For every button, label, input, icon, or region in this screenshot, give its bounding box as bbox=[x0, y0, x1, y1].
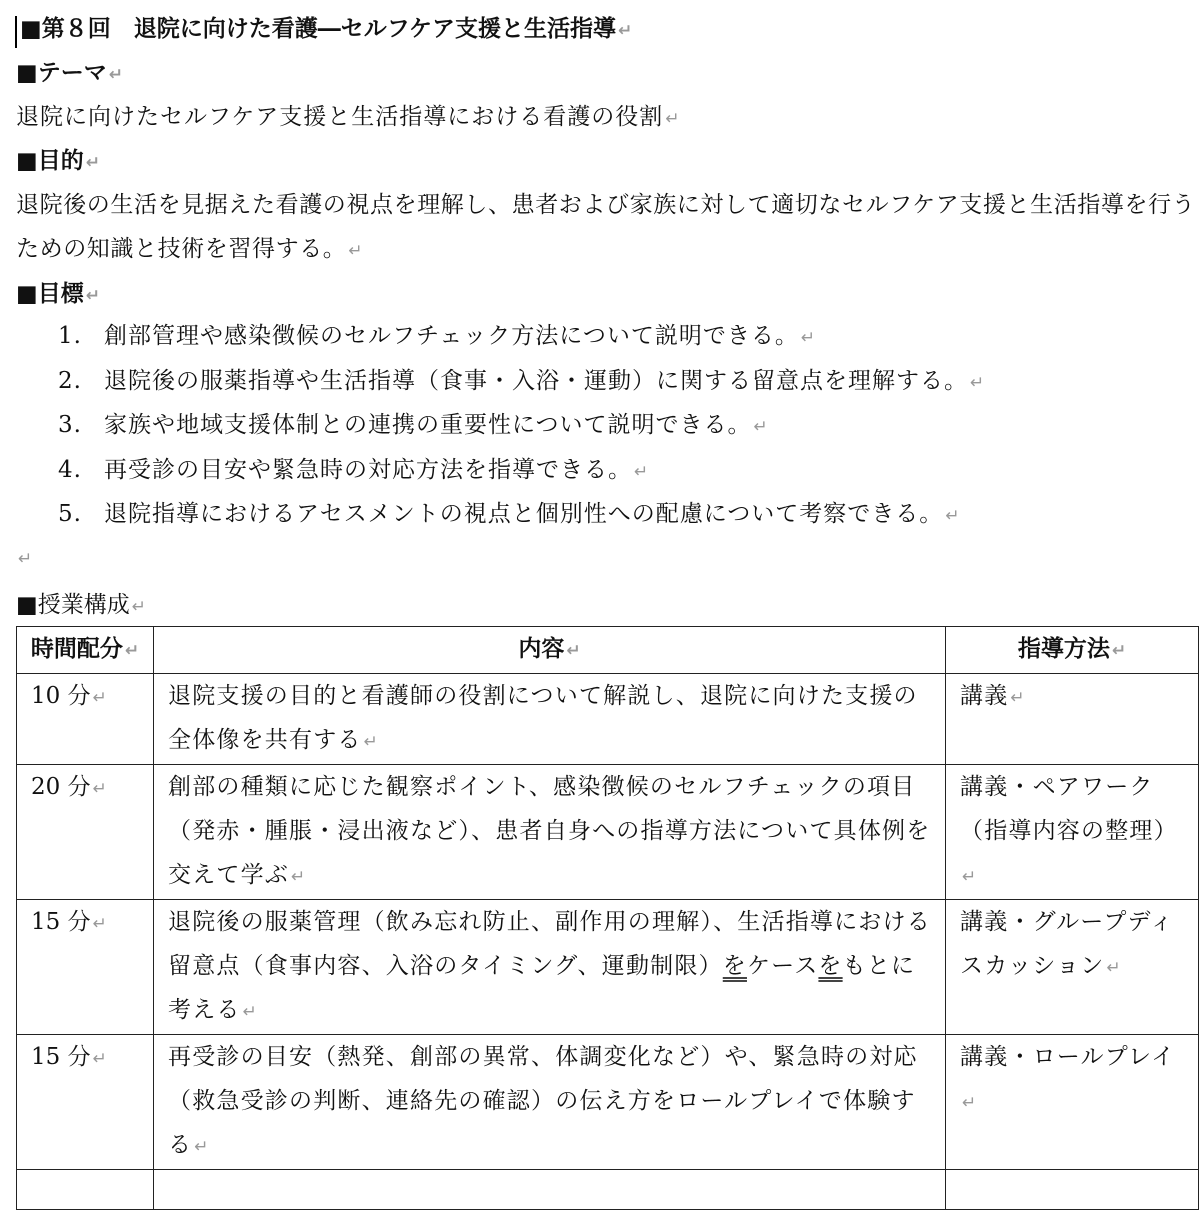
purpose-text-content: 退院後の生活を見据えた看護の視点を理解し、患者および家族に対して適切なセルフケア支援と生活指導を行うための知識と技術を習得する。 bbox=[16, 192, 1196, 262]
goals-heading-text: ■目標 bbox=[16, 280, 84, 307]
paragraph-mark-icon: ↵ bbox=[108, 65, 123, 85]
time-cell bbox=[17, 1170, 154, 1210]
empty-paragraph bbox=[16, 542, 32, 574]
structure-heading bbox=[16, 590, 146, 622]
content-cell bbox=[154, 1170, 946, 1210]
header-content-text: 内容 bbox=[518, 635, 565, 662]
paragraph-mark-icon: ↵ bbox=[363, 732, 380, 752]
paragraph-mark-icon: ↵ bbox=[1111, 641, 1127, 661]
content-text: 退院支援の目的と看護師の役割について解説し、退院に向けた支援の全体像を共有する bbox=[168, 683, 918, 753]
paragraph-mark-icon: ↵ bbox=[92, 1049, 107, 1069]
method-cell bbox=[946, 1170, 1199, 1210]
method-cell bbox=[946, 900, 1199, 1035]
lesson-plan-table bbox=[16, 626, 1199, 1210]
content-text: 再受診の目安（熱発、創部の異常、体調変化など）や、緊急時の対応（救急受診の判断、連絡先の確認）の伝え方をロールプレイで体験する bbox=[168, 1044, 918, 1158]
paragraph-mark-icon: ↵ bbox=[566, 641, 581, 661]
purpose-heading bbox=[16, 146, 100, 178]
header-content bbox=[154, 627, 946, 674]
method-cell bbox=[946, 674, 1199, 765]
method-text: 講義・ペアワーク（指導内容の整理） bbox=[960, 774, 1178, 844]
paragraph-mark-icon: ↵ bbox=[962, 867, 978, 887]
time-text: 15 分 bbox=[31, 1044, 91, 1070]
method-text: 講義・ロールプレイ bbox=[960, 1044, 1176, 1070]
paragraph-mark-icon: ↵ bbox=[800, 328, 817, 348]
session-title-text: ■第８回 退院に向けた看護―セルフケア支援と生活指導 bbox=[20, 15, 617, 42]
goal-text: 創部管理や感染徴候のセルフチェック方法について説明できる。 bbox=[104, 323, 799, 349]
content-cell bbox=[154, 900, 946, 1035]
header-time bbox=[17, 627, 154, 674]
header-time-text: 時間配分 bbox=[30, 635, 123, 662]
paragraph-mark-icon: ↵ bbox=[85, 286, 100, 306]
table-row bbox=[17, 900, 1199, 1035]
theme-text-content: 退院に向けたセルフケア支援と生活指導における看護の役割 bbox=[16, 104, 664, 130]
time-text: 15 分 bbox=[31, 909, 91, 935]
content-text: ケース bbox=[746, 953, 819, 979]
goal-number: 4. bbox=[58, 456, 82, 483]
method-cell bbox=[946, 765, 1199, 900]
proofing-mark-text: を bbox=[818, 953, 843, 979]
session-title bbox=[20, 14, 632, 46]
content-cell bbox=[154, 1035, 946, 1170]
paragraph-mark-icon: ↵ bbox=[970, 372, 986, 393]
purpose-text bbox=[16, 183, 1200, 273]
content-cell bbox=[154, 674, 946, 765]
content-text: 創部の種類に応じた観察ポイント、感染徴候のセルフチェックの項目（発赤・腫脹・浸出液など）、患者自身への指導方法について具体例を交えて学ぶ bbox=[168, 774, 931, 888]
table-row bbox=[17, 1170, 1199, 1210]
goal-text: 退院後の服薬指導や生活指導（食事・入浴・運動）に関する留意点を理解する。 bbox=[104, 367, 968, 394]
paragraph-mark-icon: ↵ bbox=[124, 641, 140, 661]
paragraph-mark-icon: ↵ bbox=[85, 153, 100, 173]
paragraph-mark-icon: ↵ bbox=[665, 109, 681, 129]
paragraph-mark-icon: ↵ bbox=[291, 867, 307, 887]
theme-heading bbox=[16, 58, 123, 90]
goal-number: 1. bbox=[58, 323, 82, 349]
paragraph-mark-icon: ↵ bbox=[92, 688, 107, 708]
header-method bbox=[946, 627, 1199, 674]
header-method-text: 指導方法 bbox=[1017, 635, 1110, 662]
goal-number: 5. bbox=[58, 501, 82, 527]
time-text: 10 分 bbox=[31, 683, 91, 709]
structure-heading-text: ■授業構成 bbox=[16, 592, 130, 618]
paragraph-mark-icon: ↵ bbox=[92, 914, 107, 934]
proofing-mark-text: を bbox=[722, 953, 747, 979]
purpose-heading-text: ■目的 bbox=[16, 147, 84, 174]
goal-number: 3. bbox=[58, 412, 82, 438]
content-text: もとに考える bbox=[168, 953, 916, 1023]
paragraph-mark-icon: ↵ bbox=[92, 779, 107, 799]
paragraph-mark-icon: ↵ bbox=[18, 549, 33, 569]
time-text: 20 分 bbox=[31, 774, 91, 800]
goal-text-wrap bbox=[104, 452, 649, 490]
goal-text-wrap bbox=[104, 407, 769, 445]
paragraph-mark-icon: ↵ bbox=[131, 597, 146, 617]
content-cell bbox=[154, 765, 946, 900]
table-row bbox=[17, 765, 1199, 900]
time-cell bbox=[17, 765, 154, 900]
table-header-row bbox=[17, 627, 1199, 674]
goals-heading bbox=[16, 279, 100, 311]
goal-text: 再受診の目安や緊急時の対応方法を指導できる。 bbox=[104, 456, 632, 483]
goal-text: 退院指導におけるアセスメントの視点と個別性への配慮について考察できる。 bbox=[104, 501, 944, 527]
paragraph-mark-icon: ↵ bbox=[242, 1002, 259, 1022]
paragraph-mark-icon: ↵ bbox=[348, 241, 364, 261]
method-cell bbox=[946, 1035, 1199, 1170]
text-cursor bbox=[15, 16, 17, 48]
paragraph-mark-icon: ↵ bbox=[1106, 958, 1122, 978]
goal-text: 家族や地域支援体制との連携の重要性について説明できる。 bbox=[104, 412, 752, 438]
theme-heading-text: ■テーマ bbox=[16, 59, 107, 86]
goal-text-wrap bbox=[104, 363, 985, 401]
content-text: 退院後の服薬管理（飲み忘れ防止、副作用の理解）、生活指導における留意点（食事内容、入浴のタイミング、運動制限） bbox=[168, 909, 931, 979]
theme-text bbox=[16, 102, 681, 134]
goal-number: 2. bbox=[58, 367, 82, 394]
paragraph-mark-icon: ↵ bbox=[945, 506, 961, 526]
time-cell bbox=[17, 1035, 154, 1170]
method-text: 講義 bbox=[960, 683, 1009, 709]
paragraph-mark-icon: ↵ bbox=[194, 1137, 210, 1157]
time-cell bbox=[17, 674, 154, 765]
time-cell bbox=[17, 900, 154, 1035]
paragraph-mark-icon: ↵ bbox=[1010, 688, 1026, 708]
paragraph-mark-icon: ↵ bbox=[962, 1093, 978, 1113]
paragraph-mark-icon: ↵ bbox=[618, 21, 633, 41]
goal-text-wrap bbox=[104, 318, 816, 356]
method-text: 講義・グループディスカッション bbox=[960, 909, 1175, 979]
table-row bbox=[17, 1035, 1199, 1170]
table-row bbox=[17, 674, 1199, 765]
paragraph-mark-icon: ↵ bbox=[634, 461, 650, 482]
goal-text-wrap bbox=[104, 496, 961, 534]
paragraph-mark-icon: ↵ bbox=[753, 417, 769, 437]
